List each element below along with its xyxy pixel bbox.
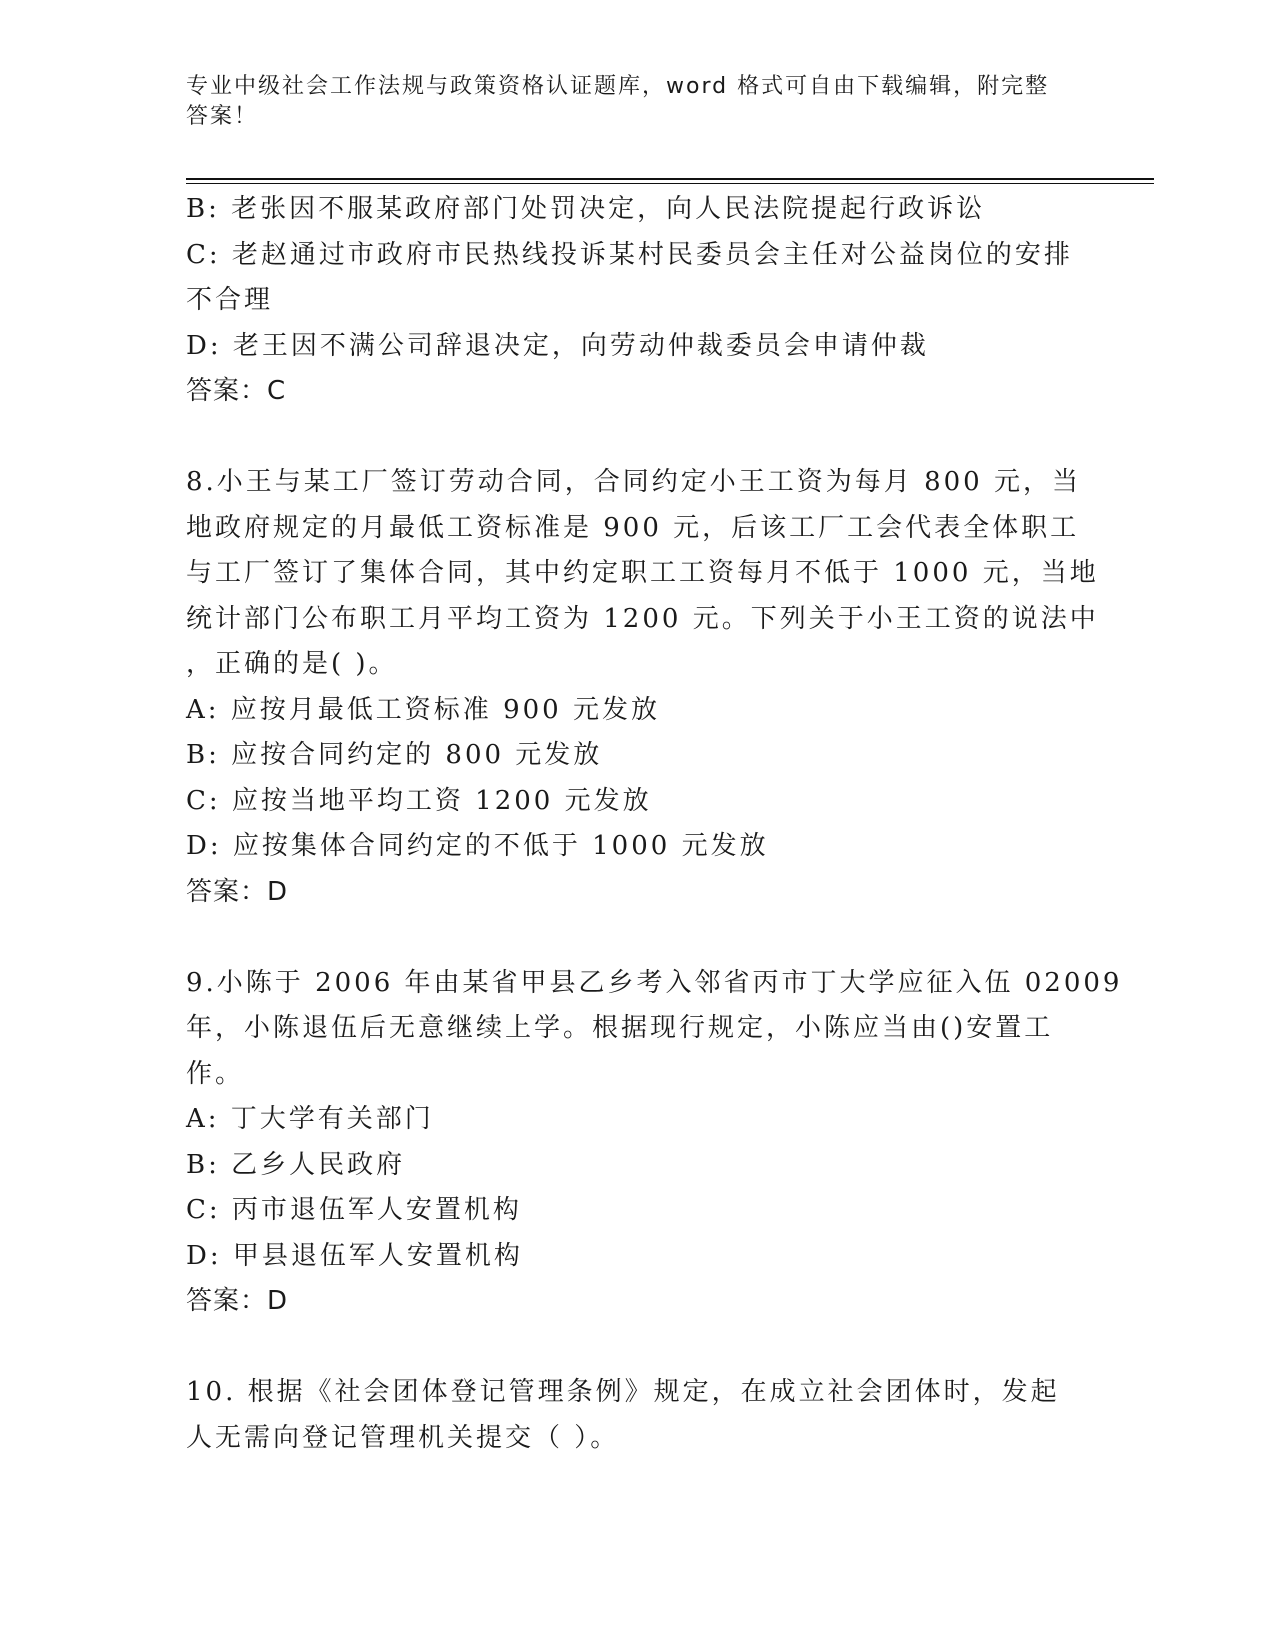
option-d: D: 应按集体合同约定的不低于 1000 元发放: [186, 831, 769, 861]
question-stem: 与工厂签订了集体合同，其中约定职工工资每月不低于 1000 元，当地: [186, 558, 1099, 588]
answer: 答案：D: [186, 1286, 289, 1316]
option-a: A: 丁大学有关部门: [186, 1104, 434, 1134]
question-stem: 8.小王与某工厂签订劳动合同，合同约定小王工资为每月 800 元，当: [186, 467, 1081, 497]
question-10: [186, 1370, 1066, 1461]
option-c: C: 丙市退伍军人安置机构: [186, 1195, 522, 1225]
header-rule: [186, 183, 1154, 184]
header-line: 专业中级社会工作法规与政策资格认证题库，word 格式可自由下载编辑，附完整: [186, 74, 1050, 99]
option-c: C: 应按当地平均工资 1200 元发放: [186, 785, 652, 816]
answer: 答案：C: [186, 376, 287, 406]
question-stem: 年，小陈退伍后无意继续上学。根据现行规定，小陈应当由()安置工: [186, 1013, 1054, 1043]
question-stem: 10. 根据《社会团体登记管理条例》规定，在成立社会团体时，发起: [186, 1377, 1060, 1407]
question-7: [186, 187, 1073, 415]
option-b: B: 老张因不服某政府部门处罚决定，向人民法院提起行政诉讼: [186, 194, 986, 224]
option-b: B: 乙乡人民政府: [186, 1149, 406, 1180]
spacer: [186, 915, 1066, 961]
header-rule: [186, 178, 1154, 180]
question-stem: 9.小陈于 2006 年由某省甲县乙乡考入邻省丙市丁大学应征入伍 02009: [186, 967, 1123, 998]
question-9: [186, 961, 1123, 1325]
header-line: 答案！: [186, 104, 259, 129]
question-8: [186, 460, 1099, 915]
page-header: [186, 72, 1066, 132]
option-b: B: 应按合同约定的 800 元发放: [186, 740, 603, 770]
question-stem: 人无需向登记管理机关提交（ ）。: [186, 1422, 620, 1453]
question-stem: 地政府规定的月最低工资标准是 900 元，后该工厂工会代表全体职工: [186, 512, 1080, 543]
option-c: C: 老赵通过市政府市民热线投诉某村民委员会主任对公益岗位的安排: [186, 239, 1073, 270]
question-stem: ，正确的是( )。: [186, 649, 398, 679]
question-stem: 统计部门公布职工月平均工资为 1200 元。下列关于小王工资的说法中: [186, 603, 1099, 634]
spacer: [186, 1325, 1066, 1371]
option-d: D: 老王因不满公司辞退决定，向劳动仲裁委员会申请仲裁: [186, 330, 929, 361]
question-content: [186, 187, 1123, 1461]
answer: 答案：D: [186, 876, 289, 907]
option-a: A: 应按月最低工资标准 900 元发放: [186, 694, 660, 725]
spacer: [186, 415, 1066, 461]
question-stem: 作。: [186, 1058, 245, 1089]
option-d: D: 甲县退伍军人安置机构: [186, 1240, 523, 1271]
option-c-continued: 不合理: [186, 285, 274, 315]
